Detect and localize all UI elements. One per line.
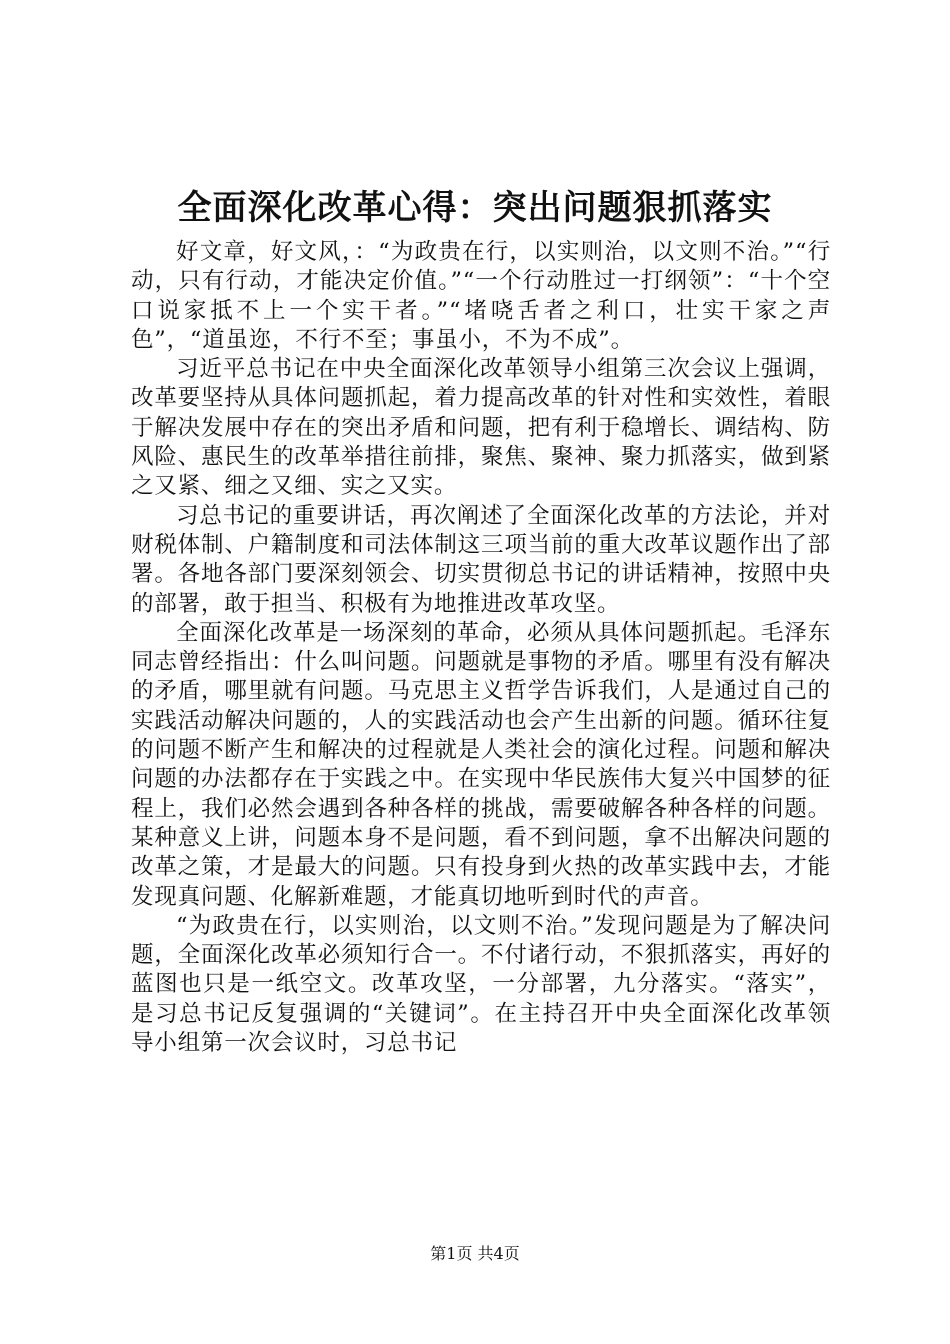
page-title: 全面深化改革心得：突出问题狠抓落实 — [177, 188, 773, 228]
paragraph: “为政贵在行，以实则治，以文则不治。”发现问题是为了解决问题，全面深化改革必须知行合一。不付诸行动，不狠抓落实，再好的蓝图也只是一纸空文。改革攻坚，一分部署，九分落实。“落实”，是习总书记反复强调的“关键词”。在主持召开中央全面深化改革领导小组第一次会议时，习总书记 — [131, 912, 831, 1057]
paragraph: 全面深化改革是一场深刻的革命，必须从具体问题抓起。毛泽东同志曾经指出：什么叫问题。问题就是事物的矛盾。哪里有没有解决的矛盾，哪里就有问题。马克思主义哲学告诉我们，人是通过自己的实践活动解决问题的，人的实践活动也会产生出新的问题。循环往复的问题不断产生和解决的过程就是人类社会的演化过程。问题和解决问题的办法都存在于实践之中。在实现中华民族伟大复兴中国梦的征程上，我们必然会遇到各种各样的挑战，需要破解各种各样的问题。某种意义上讲，问题本身不是问题，看不到问题，拿不出解决问题的改革之策，才是最大的问题。只有投身到火热的改革实践中去，才能发现真问题、化解新难题，才能真切地听到时代的声音。 — [131, 619, 831, 910]
paragraph: 习近平总书记在中央全面深化改革领导小组第三次会议上强调，改革要坚持从具体问题抓起，着力提高改革的针对性和实效性，着眼于解决发展中存在的突出矛盾和问题，把有利于稳增长、调结构、防风险、惠民生的改革举措往前排，聚焦、聚神、聚力抓落实，做到紧之又紧、细之又细、实之又实。 — [131, 356, 831, 500]
document-body — [131, 238, 831, 1058]
page-footer: 第1页 共4页 — [430, 1244, 520, 1263]
paragraph: 好文章，好文风，：“为政贵在行，以实则治，以文则不治。”“行动，只有行动，才能决定价值。”“一个行动胜过一打纲领”：“十个空口说家抵不上一个实干者。”“堵哓舌者之利口，壮实干家之声色”，“道虽迩，不行不至；事虽小，不为不成”。 — [131, 239, 831, 353]
paragraph: 习总书记的重要讲话，再次阐述了全面深化改革的方法论，并对财税体制、户籍制度和司法体制这三项当前的重大改革议题作出了部署。各地各部门要深刻领会、切实贯彻总书记的讲话精神，按照中央的部署，敢于担当、积极有为地推进改革攻坚。 — [131, 502, 831, 617]
